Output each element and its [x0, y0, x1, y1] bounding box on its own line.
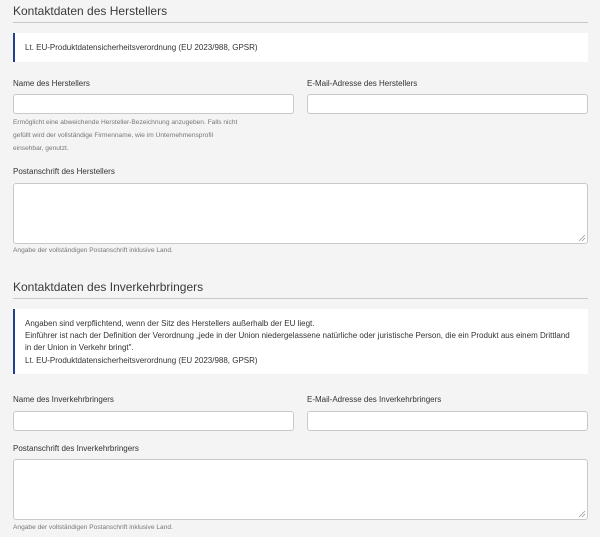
manufacturer-name-help-line: einsehbar, genutzt. — [13, 145, 69, 152]
manufacturer-name-input[interactable] — [13, 94, 294, 114]
distributor-info-box — [13, 309, 588, 374]
resize-grip-icon[interactable] — [578, 510, 586, 518]
manufacturer-email-input[interactable] — [307, 94, 588, 114]
manufacturer-section-divider — [13, 22, 588, 23]
manufacturer-section-title: Kontaktdaten des Herstellers — [13, 4, 168, 18]
distributor-email-input[interactable] — [307, 411, 588, 431]
resize-grip-icon[interactable] — [578, 234, 586, 242]
manufacturer-info-text: Lt. EU-Produktdatensicherheitsverordnung (EU 2023/988, GPSR) — [25, 43, 258, 52]
manufacturer-info-box — [13, 33, 588, 62]
distributor-name-label: Name des Inverkehrbringers — [13, 395, 114, 404]
manufacturer-email-label: E-Mail-Adresse des Herstellers — [307, 79, 418, 88]
manufacturer-address-label: Postanschrift des Herstellers — [13, 167, 115, 176]
distributor-info-line: Angaben sind verpflichtend, wenn der Sitz des Herstellers außerhalb der EU liegt. — [25, 319, 315, 328]
distributor-address-label: Postanschrift des Inverkehrbringers — [13, 444, 139, 453]
distributor-address-help: Angabe der vollständigen Postanschrift inklusive Land. — [13, 524, 173, 531]
manufacturer-name-help-line: gefüllt wird der vollständige Firmenname, wie im Unternehmensprofil — [13, 132, 214, 139]
manufacturer-address-help: Angabe der vollständigen Postanschrift inklusive Land. — [13, 247, 173, 254]
distributor-email-label: E-Mail-Adresse des Inverkehrbringers — [307, 395, 442, 404]
info-accent-bar — [13, 309, 15, 374]
distributor-section-title: Kontaktdaten des Inverkehrbringers — [13, 280, 204, 294]
info-accent-bar — [13, 33, 15, 62]
manufacturer-address-textarea[interactable] — [13, 183, 588, 244]
manufacturer-name-help-line: Ermöglicht eine abweichende Hersteller-Bezeichnung anzugeben. Falls nicht — [13, 119, 238, 126]
distributor-info-line: Einführer ist nach der Definition der Verordnung „jede in der Union niedergelassene natürliche oder juristische Person, die ein Produkt aus einem Drittland in der Union in Verkehr bringt". — [25, 331, 570, 353]
distributor-name-input[interactable] — [13, 411, 294, 431]
distributor-address-textarea[interactable] — [13, 459, 588, 520]
distributor-info-line: Lt. EU-Produktdatensicherheitsverordnung (EU 2023/988, GPSR) — [25, 355, 258, 365]
distributor-section-divider — [13, 298, 588, 299]
manufacturer-name-help — [13, 116, 237, 155]
manufacturer-name-label: Name des Herstellers — [13, 79, 90, 88]
